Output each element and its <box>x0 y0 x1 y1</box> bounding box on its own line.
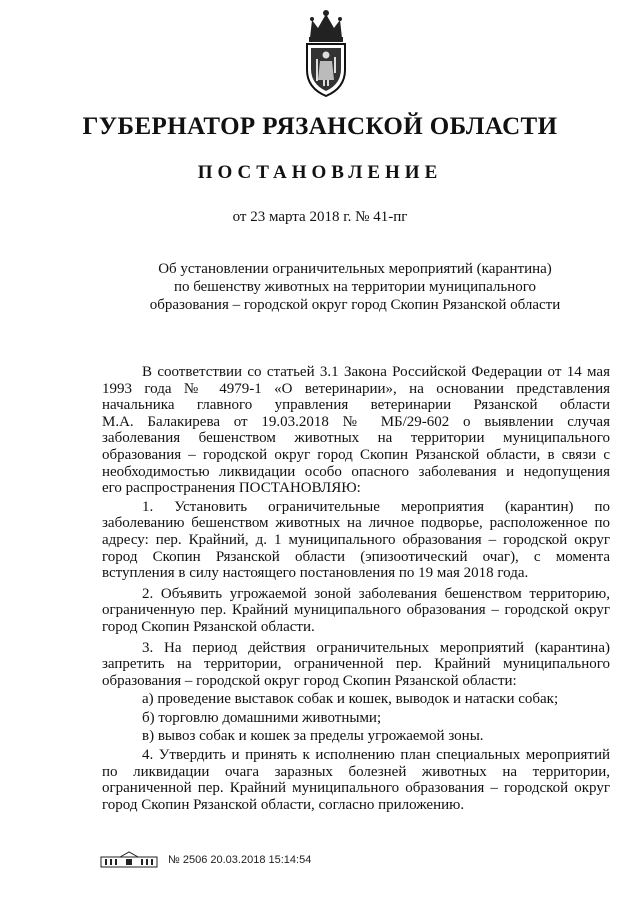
document-body <box>102 364 610 813</box>
body-line: по ликвидации очага заразных болезней животных на территории, <box>102 763 610 780</box>
subject-line: по бешенству животных на территории муниципального <box>173 279 537 295</box>
body-line: запретить на территории, ограниченной пер. Крайний муниципального <box>102 656 610 673</box>
body-line: город Скопин Рязанской области. <box>102 618 315 635</box>
body-line: а) проведение выставок собак и кошек, выводок и натаски собак; <box>142 691 559 708</box>
item-3c-paragraph <box>102 728 610 745</box>
body-line: В соответствии со статьей 3.1 Закона Российской Федерации от 14 мая <box>142 364 610 380</box>
subject-line: образования – городской округ город Скопин Рязанской области <box>149 297 561 313</box>
item-2-paragraph <box>102 586 610 636</box>
body-line: город Скопин Рязанской области (эпизоотический очаг), с момента <box>102 548 610 565</box>
registration-stamp-text: № 2506 20.03.2018 15:14:54 <box>168 854 312 866</box>
body-line: 4. Утвердить и принять к исполнению план специальных мероприятий <box>142 747 610 764</box>
item-3a-paragraph <box>102 691 610 708</box>
item-3b-paragraph <box>102 710 610 727</box>
issuer-title: ГУБЕРНАТОР РЯЗАНСКОЙ ОБЛАСТИ <box>82 113 558 140</box>
coat-of-arms-icon <box>296 8 356 100</box>
document-subject <box>130 260 580 314</box>
subject-line: Об установлении ограничительных мероприятий (карантина) <box>158 261 552 277</box>
body-line: город Скопин Рязанской области, согласно приложению. <box>102 796 465 813</box>
body-line: б) торговлю домашними животными; <box>142 709 382 726</box>
office-building-logo-icon <box>100 851 158 869</box>
body-line: 1. Установить ограничительные мероприятия (карантин) по <box>142 498 610 515</box>
item-3-paragraph <box>102 640 610 690</box>
body-line: 1993 года № 4979-1 «О ветеринарии», на основании представления <box>102 380 610 397</box>
body-line: адресу: пер. Крайний, д. 1 муниципального образования – городской округ <box>102 531 610 548</box>
body-line: М.А. Балакирева от 19.03.2018 № МБ/29-602 о выявлении случая <box>102 413 610 430</box>
document-date-number: от 23 марта 2018 г. № 41-пг <box>232 209 408 225</box>
body-line: необходимостью ликвидации особо опасного заболевания и недопущения <box>102 463 610 480</box>
body-line: его распространения ПОСТАНОВЛЯЮ: <box>102 480 361 497</box>
registration-footer <box>100 850 311 870</box>
body-line: образования – городской округ город Скопин Рязанской области: <box>102 672 517 689</box>
body-line: в) вывоз собак и кошек за пределы угрожаемой зоны. <box>142 728 484 745</box>
body-line: образования – городской округ город Скопин Рязанской области, в связи с <box>102 446 610 463</box>
body-line: ограниченной пер. Крайний муниципального образования – городской округ <box>102 780 610 797</box>
document-type: ПОСТАНОВЛЕНИЕ <box>197 162 443 183</box>
body-line: 2. Объявить угрожаемой зоной заболевания бешенством территорию, <box>142 585 610 602</box>
body-line: ограниченную пер. Крайний муниципального образования – городской округ <box>102 602 610 619</box>
body-line: 3. На период действия ограничительных мероприятий (карантина) <box>142 639 610 656</box>
body-line: заболеванию бешенством животных на личное подворье, расположенное по <box>102 515 610 532</box>
item-4-paragraph <box>102 747 610 813</box>
body-line: заболевания бешенством животных на территории муниципального <box>102 430 610 447</box>
item-1-paragraph <box>102 499 610 582</box>
body-line: начальника главного управления ветеринарии Рязанской области <box>102 397 610 414</box>
body-line: вступления в силу настоящего постановления по 19 мая 2018 года. <box>102 565 529 582</box>
preamble-paragraph <box>102 364 610 497</box>
